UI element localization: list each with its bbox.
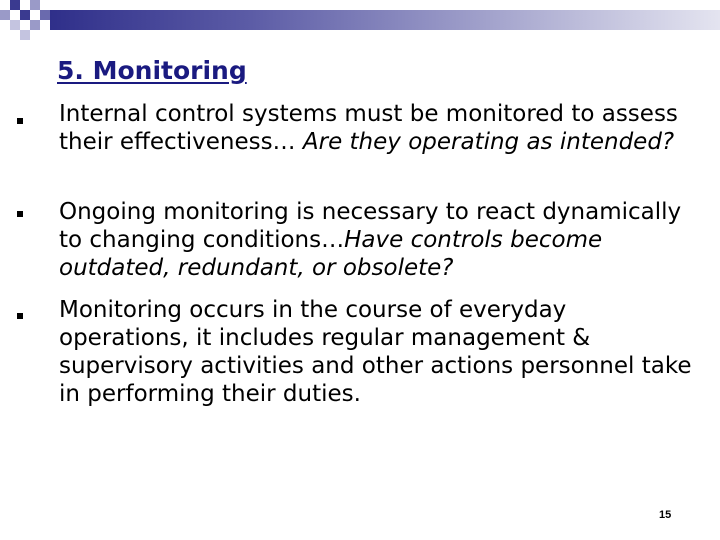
bullet-marker [17,118,23,124]
bullet-text [59,198,699,282]
bullet-marker [17,313,23,319]
bullet-marker [17,211,23,217]
decor-square [40,10,50,20]
slide-title: 5. Monitoring [57,56,247,85]
header-gradient-band [50,10,720,30]
bullet-text-body: Internal control systems must be monitored to assess their effectiveness… [59,101,678,155]
bullet-text-body: Monitoring occurs in the course of everyday operations, it includes regular management & supervisory activities and other actions personnel take in performing their duties. [59,297,692,407]
decor-square [30,0,40,10]
bullet-text-emphasis: Have controls become outdated, redundant, or obsolete? [59,227,603,281]
bullet-text-body: Ongoing monitoring is necessary to react dynamically to changing conditions… [59,199,682,253]
decor-square [20,30,30,40]
bullet-text [59,100,699,156]
decor-square [0,10,10,20]
decor-square [10,20,20,30]
decor-square [20,10,30,20]
bullet-text [59,296,699,408]
decor-square [30,20,40,30]
page-number: 15 [659,509,672,521]
decor-square [10,0,20,10]
header-decoration [0,0,720,45]
bullet-text-emphasis: Are they operating as intended? [302,129,675,155]
